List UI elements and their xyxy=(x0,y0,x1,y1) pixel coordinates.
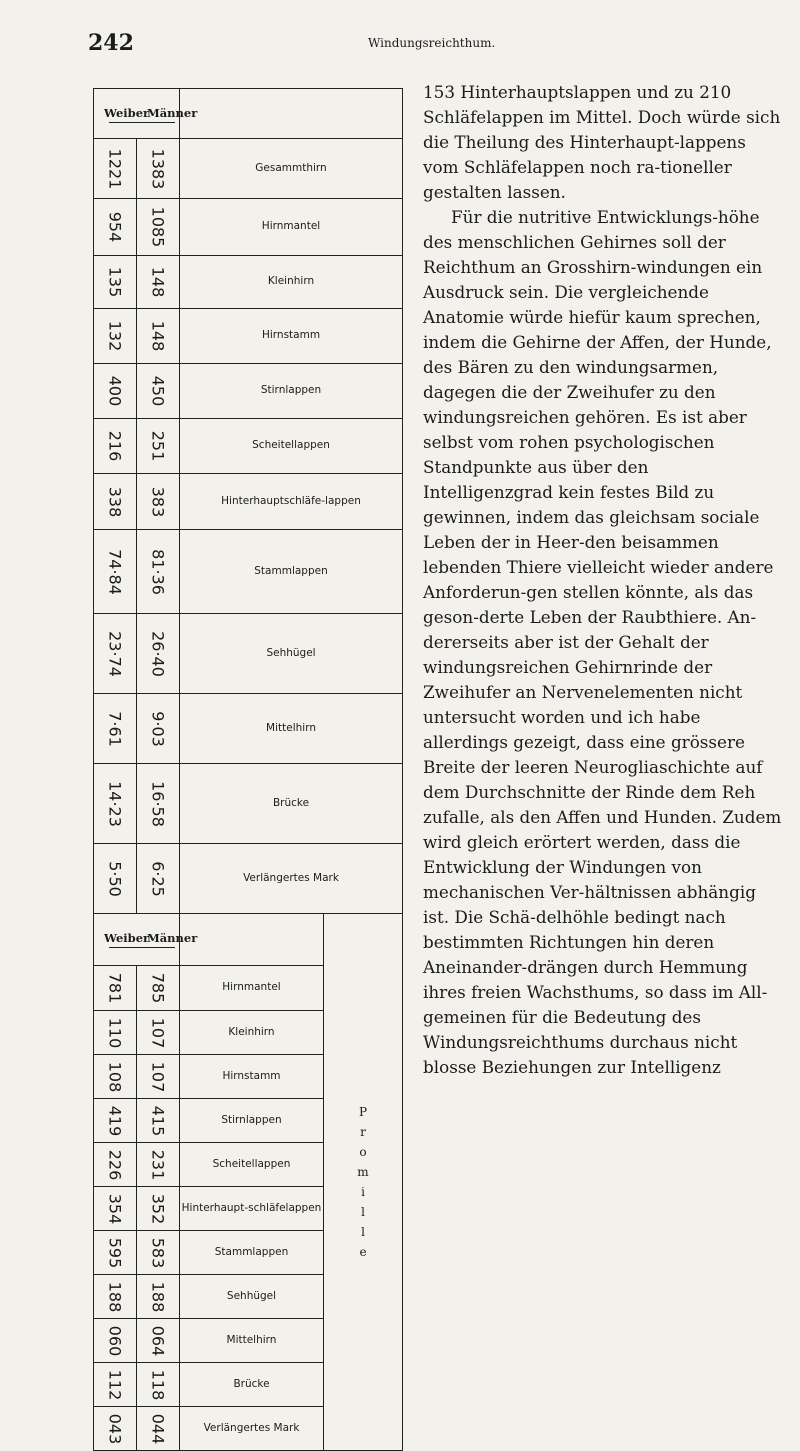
table1-row xyxy=(94,694,403,764)
value-male: 1383 xyxy=(148,148,168,189)
value-female: 1221 xyxy=(105,148,125,189)
value-female: 7·61 xyxy=(105,710,125,747)
value-female: 5·50 xyxy=(105,860,125,897)
promille-letter: P xyxy=(358,1105,368,1119)
promille-letter: i xyxy=(361,1185,365,1199)
value-male: 352 xyxy=(148,1193,168,1224)
header-spacer-cell xyxy=(180,914,324,966)
value-male: 188 xyxy=(148,1281,168,1312)
value-female: 23·74 xyxy=(105,630,125,677)
row-label: Hinterhaupt-schläfelappen xyxy=(180,1187,324,1231)
value-male: 583 xyxy=(148,1237,168,1268)
row-label: Hirnmantel xyxy=(180,966,324,1011)
row-label: Scheitellappen xyxy=(180,419,403,474)
value-male: 6·25 xyxy=(148,860,168,897)
paragraph-2: Für die nutritive Entwicklungs-höhe des menschlichen Gehirnes soll der Reichthum an Grosshirn-windungen ein Ausdruck sein. Die vergleichende Anatomie würde hiefür kaum sprechen, indem die Gehirne der Affen, der Hunde, des Bären zu den windungsarmen, dagegen die der Zweihufer zu den windungsreichen gehören. Es ist aber selbst vom rohen psychologischen Standpunkte aus über den Intelligenzgrad kein festes Bild zu gewinnen, indem das gleichsam sociale Leben der in Heer-den beisammen lebenden Thiere vielleicht wieder andere Anforderun-gen stellen könnte, als das geson-derte Leben der Raubthiere. An-dererseits aber ist der Gehalt der windungsreichen Gehirnrinde der Zweihufer an Nervenelementen nicht untersucht worden und ich habe allerdings gezeigt, dass eine grössere Breite der leeren Neurogliaschichte auf dem Durchschnitte der Rinde dem Reh zufalle, als den Affen und Hunden. Zudem wird gleich erörtert werden, dass die Entwicklung der Windungen von mechanischen Ver-hältnissen abhängig ist. Die Schä-delhöhle bedingt nach bestimmten Richtungen hin deren Aneinander-drängen durch Hemmung ihres freien Wachsthums, so dass im All-gemeinen für die Bedeutung des Windungsreichthums durchaus nicht blosse Beziehungen zur Intelligenz xyxy=(423,207,782,1077)
promille-side-label xyxy=(324,914,403,1451)
value-male: 450 xyxy=(148,375,168,407)
value-male: 118 xyxy=(148,1369,168,1400)
row-label: Hirnmantel xyxy=(180,199,403,256)
value-male: 16·58 xyxy=(148,780,168,827)
value-female: 14·23 xyxy=(105,780,125,827)
table1-row xyxy=(94,199,403,256)
header-underline xyxy=(149,947,175,948)
value-male: 81·36 xyxy=(148,548,168,595)
table1-row xyxy=(94,256,403,309)
table1-row xyxy=(94,364,403,419)
row-label: Kleinhirn xyxy=(180,1011,324,1055)
row-label: Hinterhauptschläfe-lappen xyxy=(180,474,403,530)
body-text xyxy=(423,80,783,1080)
row-label: Stirnlappen xyxy=(180,1099,324,1143)
header-underline xyxy=(149,122,175,123)
value-female: 595 xyxy=(105,1237,125,1268)
row-label: Kleinhirn xyxy=(180,256,403,309)
value-female: 216 xyxy=(105,430,125,462)
table1-header-row xyxy=(94,89,403,139)
table1-column-headers xyxy=(94,89,198,139)
row-label: Mittelhirn xyxy=(180,694,403,764)
table1-row xyxy=(94,614,403,694)
row-label: Brücke xyxy=(180,764,403,844)
value-female: 400 xyxy=(105,375,125,407)
page-number: 242 xyxy=(88,30,134,56)
value-female: 110 xyxy=(105,1017,125,1048)
promille-letter: l xyxy=(361,1225,365,1239)
paragraph-1: 153 Hinterhauptslappen und zu 210 Schläfelappen im Mittel. Doch würde sich die Theilung des Hinterhaupt-lappens vom Schläfelappen noch ra-tioneller gestalten lassen. xyxy=(423,82,781,202)
value-male: 231 xyxy=(148,1149,168,1180)
value-male: 107 xyxy=(148,1017,168,1048)
row-label: Mittelhirn xyxy=(180,1319,324,1363)
table1-row xyxy=(94,419,403,474)
value-male: 1085 xyxy=(148,206,168,248)
value-female: 954 xyxy=(105,211,125,243)
row-label: Stammlappen xyxy=(180,1231,324,1275)
value-female: 781 xyxy=(105,972,125,1004)
brain-weight-table xyxy=(93,88,403,1451)
value-female: 060 xyxy=(105,1325,125,1356)
row-label: Verlängertes Mark xyxy=(180,1407,324,1451)
value-female: 419 xyxy=(105,1105,125,1136)
promille-letter: m xyxy=(357,1165,369,1179)
value-female: 043 xyxy=(105,1413,125,1444)
header-weiber: Weiber xyxy=(104,931,150,945)
table1-row xyxy=(94,530,403,614)
row-label: Scheitellappen xyxy=(180,1143,324,1187)
table1-row xyxy=(94,474,403,530)
value-female: 112 xyxy=(105,1369,125,1400)
promille-letter: l xyxy=(361,1205,365,1219)
header-maenner: Männer xyxy=(147,931,198,945)
value-male: 107 xyxy=(148,1061,168,1092)
value-male: 9·03 xyxy=(148,710,168,747)
row-label: Stirnlappen xyxy=(180,364,403,419)
header-weiber: Weiber xyxy=(104,106,150,120)
table1-row xyxy=(94,844,403,914)
value-female: 338 xyxy=(105,486,125,517)
value-female: 74·84 xyxy=(105,548,125,595)
value-male: 785 xyxy=(148,972,168,1004)
value-female: 226 xyxy=(105,1149,125,1180)
row-label: Hirnstamm xyxy=(180,309,403,364)
value-male: 383 xyxy=(148,486,168,517)
value-female: 188 xyxy=(105,1281,125,1312)
header-maenner: Männer xyxy=(147,106,198,120)
row-label: Hirnstamm xyxy=(180,1055,324,1099)
value-male: 251 xyxy=(148,430,168,462)
row-label: Brücke xyxy=(180,1363,324,1407)
value-male: 044 xyxy=(148,1413,168,1444)
row-label: Stammlappen xyxy=(180,530,403,614)
table1-row xyxy=(94,139,403,199)
value-male: 415 xyxy=(148,1105,168,1136)
table2-column-headers xyxy=(94,914,198,966)
value-female: 108 xyxy=(105,1061,125,1092)
value-female: 135 xyxy=(105,266,125,298)
value-female: 354 xyxy=(105,1193,125,1224)
promille-letter: r xyxy=(360,1125,366,1139)
table2-header-row xyxy=(94,914,403,966)
running-header: Windungsreichthum. xyxy=(368,36,496,50)
row-label: Gesammthirn xyxy=(180,139,403,199)
row-label: Verlängertes Mark xyxy=(180,844,403,914)
promille-label xyxy=(357,1102,369,1262)
value-male: 148 xyxy=(148,266,168,298)
row-label: Sehhügel xyxy=(180,1275,324,1319)
promille-letter: e xyxy=(359,1245,367,1259)
header-spacer-cell xyxy=(180,89,403,139)
promille-letter: o xyxy=(359,1145,367,1159)
table1-row xyxy=(94,309,403,364)
value-male: 064 xyxy=(148,1325,168,1356)
value-male: 148 xyxy=(148,320,168,352)
table1-row xyxy=(94,764,403,844)
value-female: 132 xyxy=(105,320,125,352)
row-label: Sehhügel xyxy=(180,614,403,694)
value-male: 26·40 xyxy=(148,630,168,677)
